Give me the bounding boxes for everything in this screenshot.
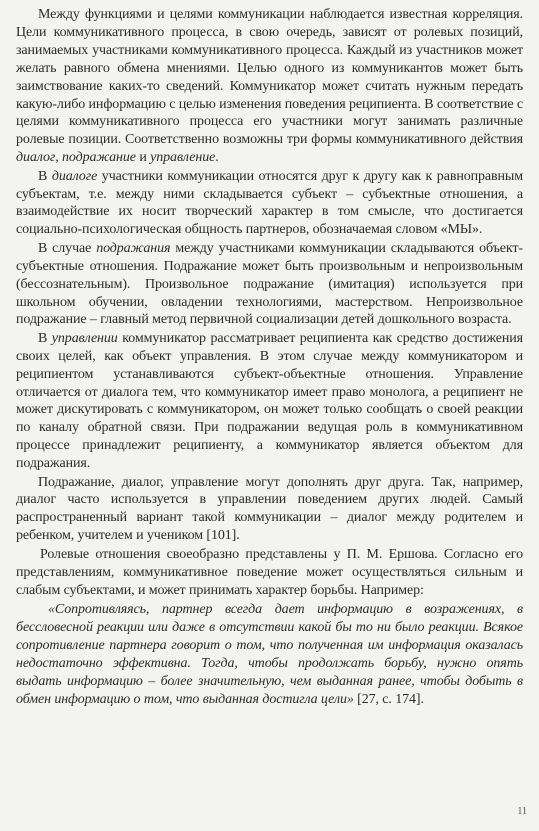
italic-run: «Сопротивляясь, партнер всегда дает информацию в возражениях, в бессловесной реакции или даже в отсутствии какой бы то ни было реакции. Всякое сопротивление партнера говорит о том, что полученная им информация оказалась недостаточно эффективна. Тогда, чтобы продолжать борьбу, нужно опять выдать информацию – более значительную, чем выданная ранее, чтобы добыть в обмен информацию о том, что выданная достигла цели» [16, 602, 523, 707]
italic-run: подражания [96, 240, 171, 256]
paragraph-imitation [16, 240, 523, 330]
paragraph-ershov [16, 546, 523, 600]
italic-run: управление [150, 150, 216, 166]
text-run: В [38, 168, 52, 184]
text-run: и [135, 150, 151, 166]
text-run: В случае [38, 240, 97, 256]
text-run: [27, с. 174]. [353, 691, 424, 707]
italic-run: диалоге [51, 168, 98, 184]
paragraph-management [16, 330, 523, 473]
italic-run: диалог, подражание [16, 150, 136, 166]
body-text-block-1 [16, 6, 523, 709]
text-run: участники коммуникации относятся друг к другу как к равноправным субъектам, т.е. между ними складывается субъект – субъектные отношения, а взаимодействие их носит творческий характер в том смысле, что достигается социально-психологическая общность партнеров, обозначаемая словом «МЫ». [16, 168, 523, 238]
text-run: В [38, 330, 52, 346]
italic-run: управлении [51, 330, 118, 346]
paragraph-roles-intro [16, 6, 523, 167]
text-run: между участниками коммуникации складываются объект-субъектные отношения. Подражание может быть произвольным и непроизвольным (бессознательным). Произвольное подражание (имитация) используется при школьном обучении, овладении технологиями, мастерством. Непроизвольное подражание – главный метод первичной социализации детей дошкольного возраста. [16, 240, 523, 328]
text-run: . [215, 150, 219, 166]
paragraph-combination [16, 474, 523, 546]
text-run: Ролевые отношения своеобразно представлены у П. М. Ершова. Согласно его представлениям, коммуникативное поведение может осуществляться сильным и слабым субъектами, и может принимать характер борьбы. Например: [16, 546, 523, 598]
text-run: Между функциями и целями коммуникации наблюдается известная корреляция. Цели коммуникативного процесса, в свою очередь, зависят от ролевых позиций, занимаемых участниками коммуникативного процесса. Каждый из участников может желать равного обмена мнениями. Целью одного из коммуникантов может быть заимствование каких-то сведений. Коммуникатор может считать нужным передать какую-либо информацию с целью изменения поведения реципиента. В соответствие с целями коммуникативного процесса его участники могут занимать различные ролевые позиции. Соответственно возможны три формы коммуникативного действия [16, 7, 523, 148]
text-run: Подражание, диалог, управление могут дополнять друг друга. Так, например, диалог часто используется в управлении поведением других людей. Самый распространенный вариант такой коммуникации – диалог между родителем и ребенком, учителем и учеником [101]. [16, 474, 523, 544]
text-run: коммуникатор рассматривает реципиента как средство достижения своих целей, как объект управления. В этом случае между коммуникатором и реципиентом устанавливаются субъект-объектные отношения. Управление отличается от диалога тем, что коммуникатор имеет право монолога, а реципиент не может дискутировать с коммуникатором, он может только сообщать о своей реакции по каналу обратной связи. При подражании ведущая роль в коммуникативном процессе принадлежит реципиенту, а коммуникатор является объектом для подражания. [16, 330, 523, 472]
paragraph-quote [16, 601, 523, 708]
paragraph-dialog [16, 168, 523, 240]
page-number: 11 [517, 806, 527, 817]
